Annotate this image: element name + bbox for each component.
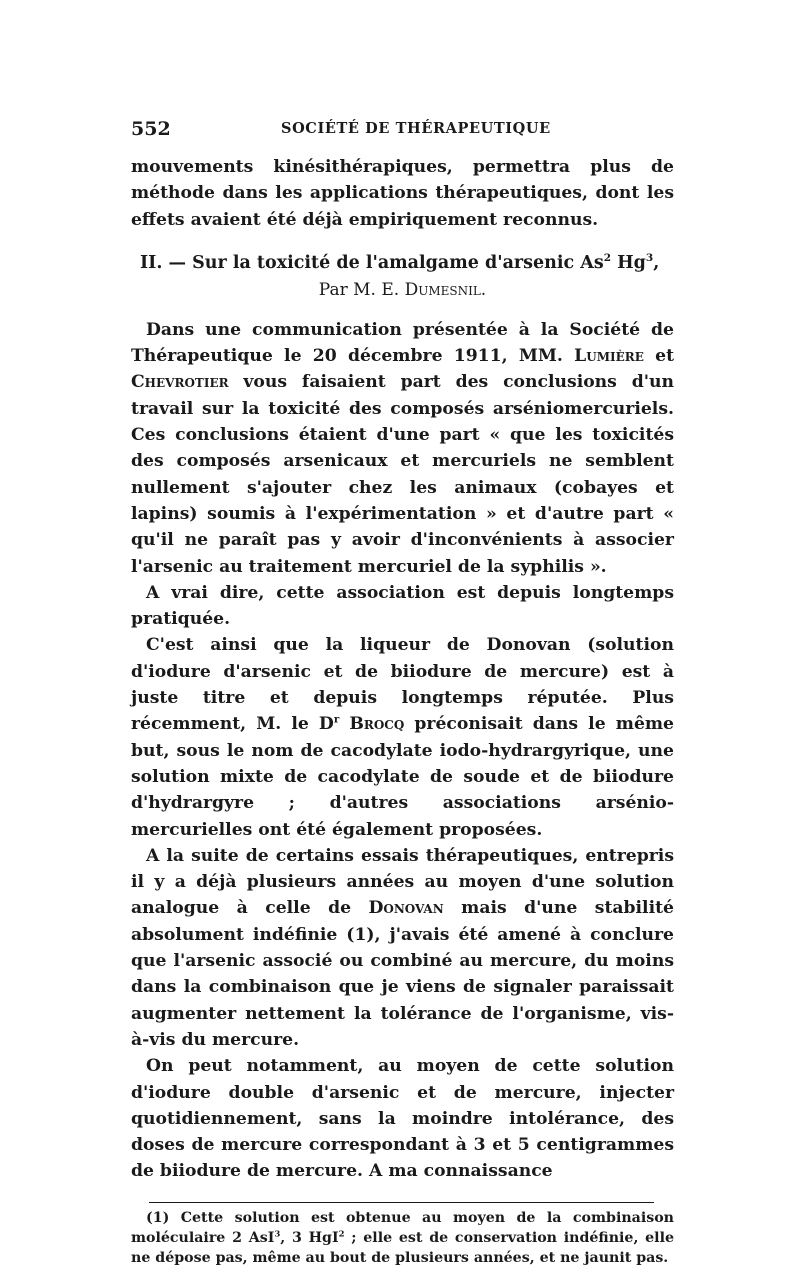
footnote-sup-1: 3 <box>274 1228 281 1239</box>
body-paragraph-1 <box>131 317 674 580</box>
author-brocq: Brocq <box>339 714 405 735</box>
doctor-abbrev-sup: r <box>333 713 340 726</box>
section-title-end: , <box>653 252 660 273</box>
paragraph-1-text-b: et <box>643 346 675 367</box>
section-title-sup-2: 3 <box>645 252 654 265</box>
paragraph-3-text-b: préconisait dans le même but, sous le nom de cacodylate iodo-hydrargyrique, une solution mixte de cacodylate de soude et de biiodure d'hydrargyre ; d'autres associations arsénio-mercurielles ont été également proposées. <box>131 714 674 840</box>
section-title-mid: Hg <box>611 252 646 273</box>
paragraph-1-text-c: vous faisaient part des conclusions d'un travail sur la toxicité des composés arséniomercuriels. Ces conclusions étaient d'une part « que les toxicités des composés arsenicaux et mercuriels ne semblent nullement s'ajouter chez les animaux (cobayes et lapins) soumis à l'expérimentation » et d'autre part « qu'il ne paraît pas y avoir d'inconvénients à associer l'arsenic au traitement mercuriel de la syphilis ». <box>131 372 674 577</box>
paragraph-4-text-a: A la suite de certains essais thérapeutiques, entrepris il y a déjà plusieurs années au moyen d'une solution analogue à celle de <box>131 845 674 919</box>
document-page <box>131 118 674 1268</box>
author-byline <box>131 277 674 303</box>
author-lumiere: Lumière <box>574 346 644 367</box>
paragraph-1-text-a: Dans une communication présentée à la Société de Thérapeutique le 20 décembre 1911, MM. <box>131 319 674 367</box>
body-paragraph-4 <box>131 843 674 1053</box>
footnote <box>131 1208 674 1268</box>
footnote-text-a: (1) Cette solution est obtenue au moyen de la combinaison moléculaire 2 AsI <box>131 1209 674 1246</box>
body-paragraph-3 <box>131 632 674 842</box>
footnote-text-c: ; elle est de conservation indéfinie, elle ne dépose pas, même au bout de plusieurs années, et ne jaunit pas. <box>131 1229 674 1266</box>
paragraph-4-text-b: mais d'une stabilité absolument indéfinie (1), j'avais été amené à conclure que l'arsenic associé ou combiné au mercure, du moins dans la combinaison que je viens de signaler paraissait augmenter nettement la tolérance de l'organisme, vis-à-vis du mercure. <box>131 898 674 1050</box>
footnote-text-b: , 3 HgI <box>280 1229 339 1246</box>
paragraph-3-text-a: C'est ainsi que la liqueur de Donovan (solution d'iodure d'arsenic et de biiodure de mercure) est à juste titre et depuis longtemps réputée. Plus récemment, M. le D <box>131 635 674 735</box>
byline-prefix: Par M. E. <box>318 279 405 300</box>
intro-paragraph: mouvements kinésithérapiques, permettra plus de méthode dans les applications thérapeutiques, dont les effets avaient été déjà empiriquement reconnus. <box>131 157 674 230</box>
body-paragraph-5: On peut notamment, au moyen de cette solution d'iodure double d'arsenic et de mercure, injecter quotidiennement, sans la moindre intolérance, des doses de mercure correspondant à 3 et 5 centigrammes de biiodure de mercure. A ma connaissance <box>131 1056 674 1182</box>
footnote-text <box>131 1208 674 1268</box>
section-title-sup-1: 2 <box>603 252 611 265</box>
author-name: Dumesnil. <box>404 279 487 300</box>
author-donovan: Donovan <box>368 898 444 919</box>
section-title <box>140 250 674 276</box>
page-number: 552 <box>131 118 171 140</box>
author-chevrotier: Chevrotier <box>131 372 229 393</box>
page-header <box>131 118 674 140</box>
running-head: SOCIÉTÉ DE THÉRAPEUTIQUE <box>281 120 551 137</box>
body-paragraph-2: A vrai dire, cette association est depuis longtemps pratiquée. <box>131 582 674 630</box>
footnote-divider <box>149 1202 654 1203</box>
footnote-sup-2: 2 <box>338 1228 345 1239</box>
section-title-prefix: II. — Sur la toxicité de l'amalgame d'arsenic As <box>140 252 604 273</box>
